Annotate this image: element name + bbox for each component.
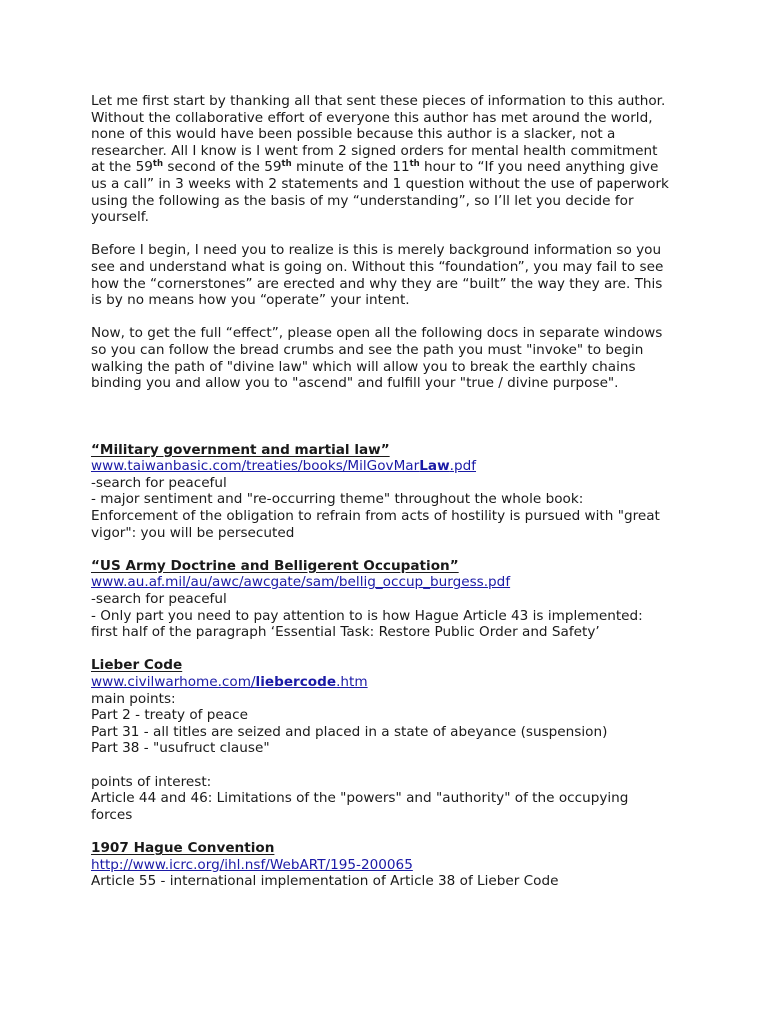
text-line: Let me first start by thanking all that sent these pieces of information to this author. (91, 93, 666, 109)
text-line: walking the path of "divine law" which will allow you to break the earthly chains (91, 358, 636, 375)
text-line: vigor": you will be persecuted (91, 524, 295, 541)
text-line: Part 31 - all titles are seized and placed in a state of abeyance (suspension) (91, 723, 608, 740)
text-line: first half of the paragraph ‘Essential Task: Restore Public Order and Safety’ (91, 624, 600, 641)
text-line: -search for peaceful (91, 474, 227, 491)
section-heading: Lieber Code (91, 657, 183, 674)
text-line: Part 38 - "usufruct clause" (91, 740, 270, 757)
text-line: yourself. (91, 209, 149, 226)
text-line: - Only part you need to pay attention to is how Hague Article 43 is implemented: (91, 607, 643, 624)
text-line: Enforcement of the obligation to refrain from acts of hostility is pursued with "great (91, 508, 660, 525)
text-line: Article 55 - international implementation of Article 38 of Lieber Code (91, 873, 559, 890)
document-link[interactable] (91, 458, 476, 474)
text-line (91, 159, 691, 176)
section-heading: 1907 Hague Convention (91, 839, 275, 856)
text-line: Part 2 - treaty of peace (91, 707, 248, 724)
section-us-army-doctrine (91, 558, 691, 641)
paragraph-gap (91, 226, 691, 243)
text-line: Before I begin, I need you to realize is this is merely background information so you (91, 242, 662, 259)
link-text: .htm (336, 674, 368, 690)
superscript: th (152, 159, 164, 170)
section-hague-convention (91, 840, 691, 890)
section-gap (91, 541, 691, 558)
section-gap (91, 392, 691, 442)
section-gap (91, 823, 691, 840)
text-line: - major sentiment and "re-occurring theme" throughout the whole book: (91, 491, 584, 508)
link-text: www.civilwarhome.com/ (91, 674, 256, 690)
paragraph-gap (91, 757, 691, 774)
link-line (91, 857, 691, 874)
link-text: www.taiwanbasic.com/treaties/books/MilGovMar (91, 458, 420, 475)
paragraph-gap (91, 309, 691, 326)
text-line: forces (91, 806, 133, 823)
intro-paragraph-2 (91, 242, 691, 308)
text-line: us a call” in 3 weeks with 2 statements and 1 question without the use of paperwork (91, 175, 669, 192)
text-line: -search for peaceful (91, 591, 227, 608)
link-line (91, 574, 691, 591)
intro-paragraph-3 (91, 325, 691, 391)
text-fragment: hour to “If you need anything give (419, 159, 659, 176)
text-line: none of this would have been possible because this author is a slacker, not a (91, 126, 616, 143)
intro-paragraph-1 (91, 93, 691, 226)
link-text: .pdf (449, 458, 477, 475)
text-line: using the following as the basis of my “understanding”, so I’ll let you decide for (91, 192, 634, 209)
document-link[interactable] (91, 674, 368, 690)
text-line: Now, to get the full “effect”, please open all the following docs in separate windows (91, 325, 663, 342)
text-line: points of interest: (91, 773, 212, 790)
text-line: Without the collaborative effort of everyone this author has met around the world, (91, 109, 653, 126)
text-line: researcher. All I know is I went from 2 signed orders for mental health commitment (91, 142, 658, 159)
text-line: main points: (91, 690, 176, 707)
section-heading: “US Army Doctrine and Belligerent Occupation” (91, 557, 459, 574)
document-page (91, 93, 691, 890)
superscript: th (281, 159, 292, 170)
link-line (91, 458, 691, 475)
text-line: how the “cornerstones” are erected and why they are “built” the way they are. This (91, 275, 663, 292)
section-lieber-code (91, 657, 691, 823)
link-text-bold: liebercode (255, 674, 337, 690)
text-fragment: second of the 59 (163, 159, 282, 176)
section-military-government (91, 442, 691, 542)
text-line: so you can follow the bread crumbs and see the path you must "invoke" to begin (91, 341, 644, 358)
superscript: th (409, 159, 420, 170)
text-line: Article 44 and 46: Limitations of the "powers" and "authority" of the occupying (91, 790, 629, 807)
document-link[interactable]: www.au.af.mil/au/awc/awcgate/sam/bellig_occup_burgess.pdf (91, 574, 511, 591)
text-line: binding you and allow you to "ascend" and fulfill your "true / divine purpose". (91, 375, 619, 392)
section-gap (91, 641, 691, 658)
text-line: see and understand what is going on. Without this “foundation”, you may fail to see (91, 258, 664, 275)
section-heading: “Military government and martial law” (91, 441, 390, 458)
document-link[interactable]: http://www.icrc.org/ihl.nsf/WebART/195-200065 (91, 856, 413, 873)
text-line: is by no means how you “operate” your intent. (91, 292, 410, 309)
link-text-bold: Law (419, 458, 450, 475)
text-fragment: at the 59 (91, 159, 153, 176)
text-fragment: minute of the 11 (291, 159, 410, 176)
link-line (91, 674, 691, 691)
